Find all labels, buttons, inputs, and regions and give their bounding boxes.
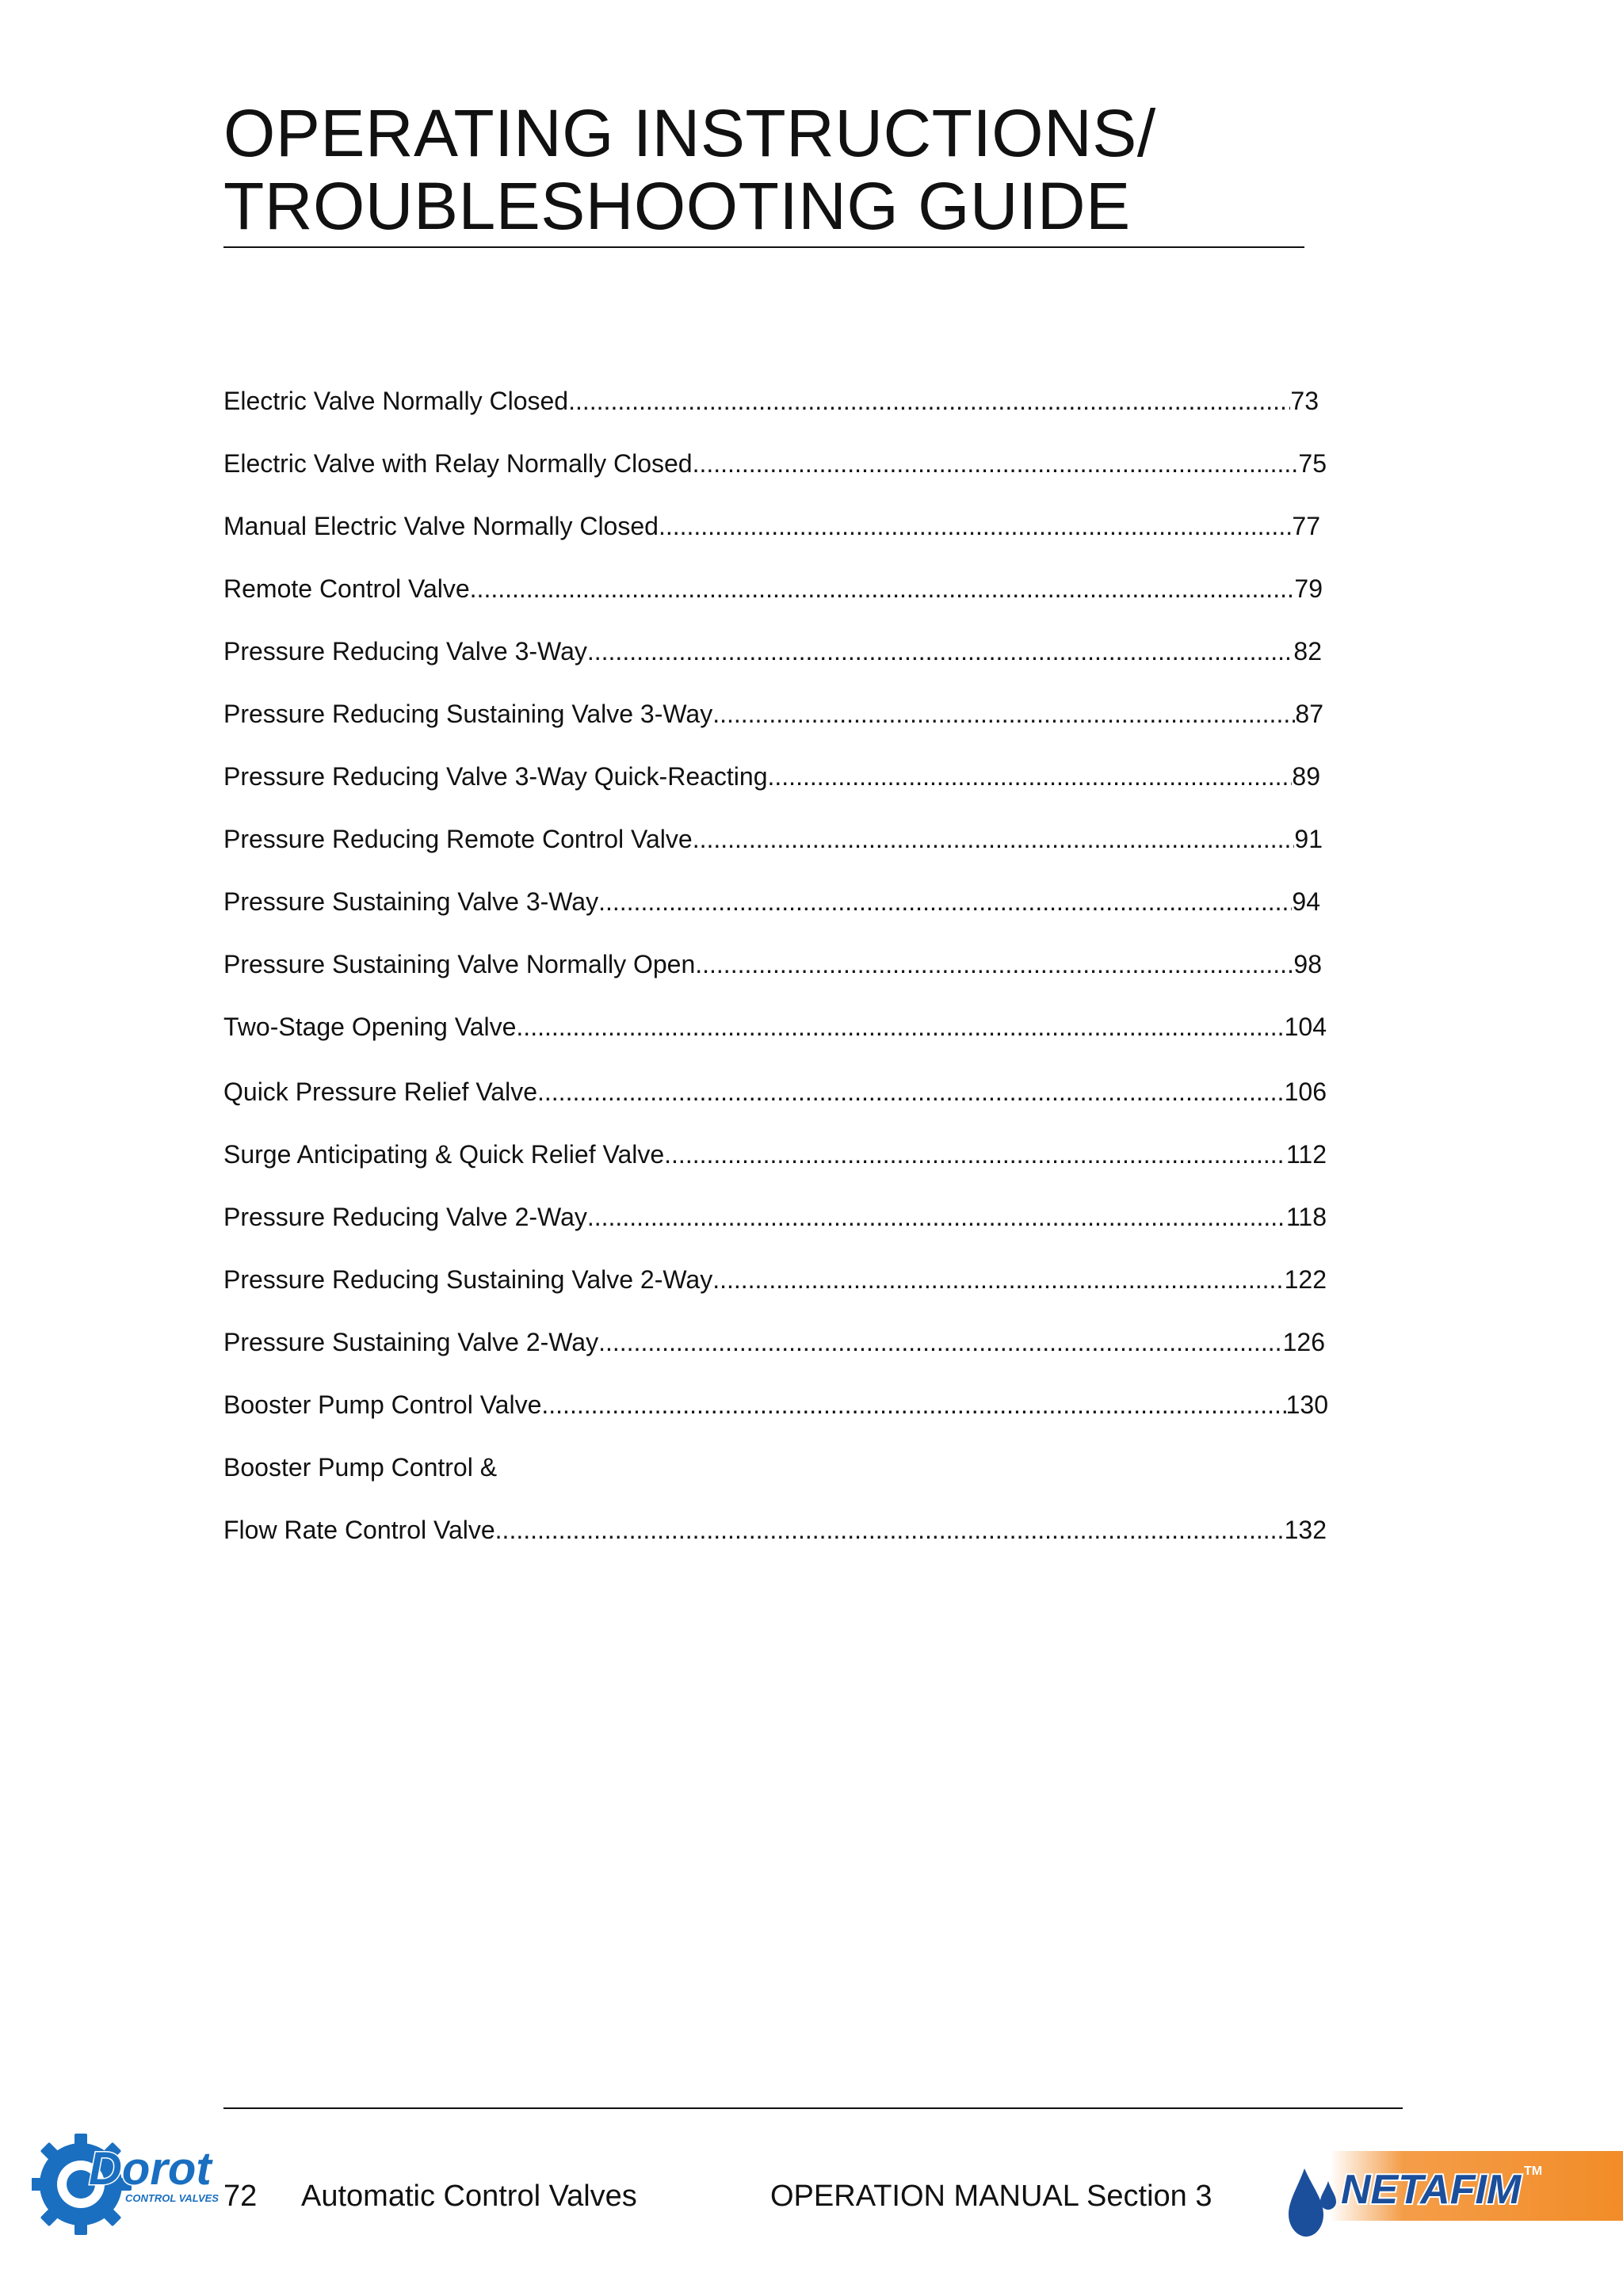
toc-leader-dots: [516, 1009, 1284, 1044]
toc-entry: [223, 383, 1319, 418]
toc-entry-page: 98: [1293, 950, 1322, 978]
toc-entry: [223, 1009, 1327, 1044]
toc-entry: [223, 1137, 1327, 1172]
toc-entry-page: 75: [1298, 449, 1327, 478]
toc-leader-dots: [541, 1387, 1285, 1422]
toc-entry: [223, 571, 1323, 606]
toc-leader-dots: [598, 1325, 1283, 1360]
toc-entry-title: Electric Valve Normally Closed: [223, 387, 569, 415]
toc-leader-dots: [587, 1199, 1286, 1234]
toc-leader-dots: [693, 446, 1299, 481]
toc-entry-title: Surge Anticipating & Quick Relief Valve: [223, 1140, 665, 1169]
toc-leader-dots: [568, 383, 1290, 418]
toc-entry-title: Manual Electric Valve Normally Closed: [223, 512, 659, 540]
toc-entry-page: 112: [1285, 1140, 1327, 1169]
toc-entry: [223, 1512, 1327, 1547]
toc-entry-title: Pressure Sustaining Valve 2-Way: [223, 1328, 599, 1356]
toc-entry-page: 87: [1295, 700, 1323, 728]
page-title: [223, 97, 1304, 242]
toc-leader-dots: [693, 822, 1295, 856]
toc-entry-title: Pressure Reducing Valve 3-Way Quick-Reacting: [223, 762, 768, 791]
toc-leader-dots: [495, 1512, 1285, 1547]
toc-entry-title: Pressure Reducing Remote Control Valve: [223, 825, 693, 853]
toc-leader-dots: [768, 759, 1293, 794]
footer-page-number: 72: [223, 2180, 258, 2213]
toc-entry: [223, 1199, 1327, 1234]
toc-entry-title: Remote Control Valve: [223, 574, 470, 603]
toc-entry-title: Flow Rate Control Valve: [223, 1516, 495, 1544]
netafim-trademark: TM: [1524, 2164, 1543, 2178]
toc-entry-page: 106: [1284, 1077, 1327, 1106]
toc-entry-page: 126: [1282, 1328, 1325, 1356]
water-drop-icon: [1289, 2168, 1323, 2237]
toc-entry: [223, 1325, 1325, 1360]
toc-entry-page: 77: [1292, 512, 1320, 540]
title-underline: [223, 246, 1304, 248]
footer-divider: [223, 2107, 1403, 2109]
toc-entry-page: 104: [1284, 1013, 1327, 1041]
toc-leader-dots: [659, 509, 1292, 543]
toc-leader-dots: [712, 696, 1295, 731]
toc-entry-title: Pressure Sustaining Valve Normally Open: [223, 950, 696, 978]
toc-entry-page: 118: [1285, 1203, 1327, 1231]
toc-entry: [223, 1074, 1327, 1109]
footer-document-title: Automatic Control Valves: [301, 2180, 637, 2213]
toc-leader-dots: [695, 947, 1293, 982]
toc-entry: [223, 759, 1320, 794]
toc-entry: [223, 446, 1327, 481]
toc-entry-title: Pressure Reducing Sustaining Valve 3-Way: [223, 700, 713, 728]
toc-entry: [223, 634, 1322, 669]
toc-entry-title: Booster Pump Control &: [223, 1453, 498, 1482]
toc-leader-dots: [664, 1137, 1286, 1172]
toc-entry-page: 79: [1294, 574, 1323, 603]
toc-entry-page: 73: [1290, 387, 1319, 415]
dorot-wordmark: Dorot: [89, 2143, 212, 2195]
toc-entry: [223, 884, 1320, 919]
toc-leader-dots: [537, 1074, 1285, 1109]
toc-leader-dots: [587, 634, 1294, 669]
toc-entry-page: 132: [1284, 1516, 1327, 1544]
toc-entry-page: 89: [1292, 762, 1320, 791]
dorot-tagline: CONTROL VALVES: [125, 2192, 219, 2204]
toc-entry: [223, 822, 1323, 856]
toc-entry-page: 122: [1284, 1265, 1327, 1294]
page-title-line-2: TROUBLESHOOTING GUIDE: [223, 169, 1131, 243]
toc-entry-title: Booster Pump Control Valve: [223, 1390, 542, 1419]
toc-leader-dots: [470, 571, 1295, 606]
toc-entry-title: Pressure Reducing Valve 2-Way: [223, 1203, 587, 1231]
toc-entry-title: Quick Pressure Relief Valve: [223, 1077, 537, 1106]
footer-section-label: OPERATION MANUAL Section 3: [770, 2180, 1212, 2213]
page-title-line-1: OPERATING INSTRUCTIONS/: [223, 96, 1156, 170]
toc-entry: [223, 1387, 1328, 1422]
toc-entry-title: Pressure Sustaining Valve 3-Way: [223, 887, 599, 916]
toc-entry: [223, 1262, 1327, 1297]
netafim-logo: [1282, 2151, 1623, 2246]
toc-entry: [223, 1450, 497, 1485]
toc-entry-page: 130: [1285, 1390, 1328, 1419]
toc-entry: [223, 696, 1323, 731]
toc-entry: [223, 947, 1322, 982]
toc-entry-title: Pressure Reducing Sustaining Valve 2-Way: [223, 1265, 713, 1294]
toc-entry-title: Two-Stage Opening Valve: [223, 1013, 517, 1041]
toc-leader-dots: [598, 884, 1292, 919]
dorot-logo: [32, 2119, 222, 2246]
toc-entry: [223, 509, 1320, 543]
netafim-wordmark: NETAFIM: [1341, 2167, 1522, 2213]
toc-entry-title: Pressure Reducing Valve 3-Way: [223, 637, 587, 666]
toc-entry-page: 91: [1294, 825, 1323, 853]
toc-leader-dots: [712, 1262, 1284, 1297]
toc-entry-page: 94: [1292, 887, 1320, 916]
toc-entry-title: Electric Valve with Relay Normally Closed: [223, 449, 693, 478]
toc-entry-page: 82: [1293, 637, 1322, 666]
